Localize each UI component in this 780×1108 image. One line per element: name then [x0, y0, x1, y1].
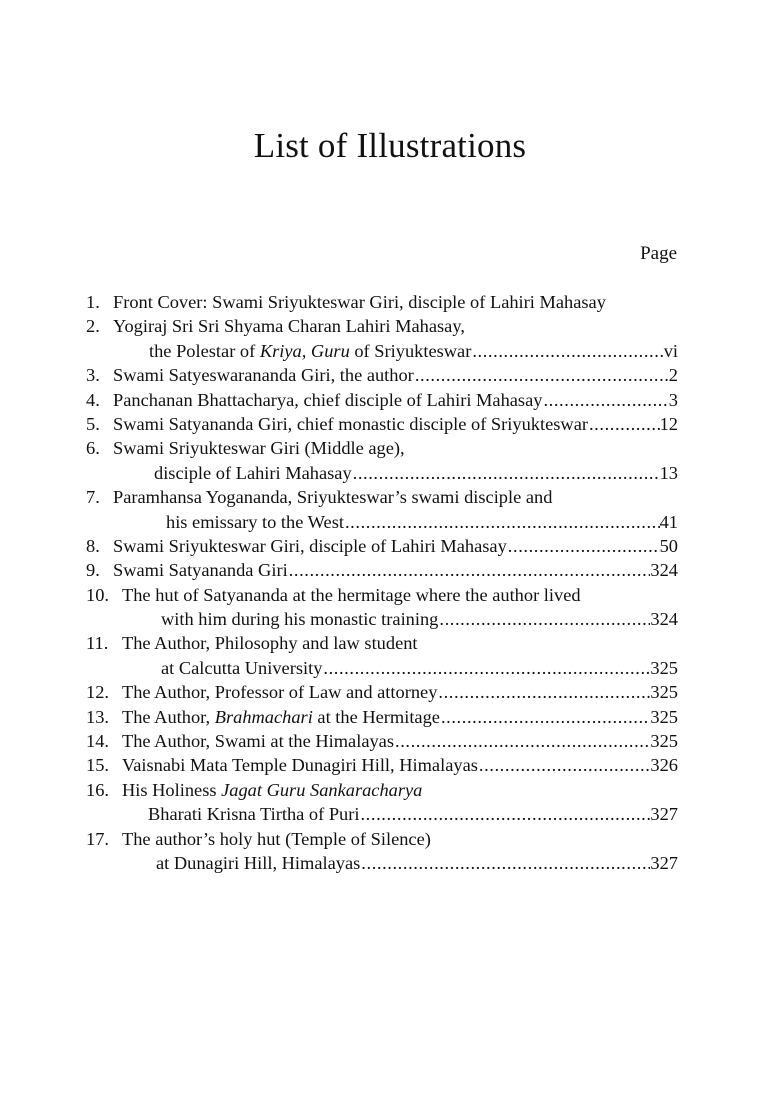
list-item — [86, 534, 678, 558]
item-caption-continued: at Calcutta University — [161, 657, 323, 678]
list-item — [86, 388, 678, 412]
list-item — [86, 631, 678, 680]
page-column-label: Page — [640, 243, 677, 264]
dot-leader — [360, 851, 650, 875]
dot-leader — [507, 534, 660, 558]
item-caption: Panchanan Bhattacharya, chief disciple of Lahiri Mahasay — [113, 389, 543, 410]
dot-leader — [344, 510, 660, 534]
item-number: 17. — [86, 828, 109, 849]
list-item — [86, 314, 678, 363]
list-item — [86, 412, 678, 436]
item-page: 50 — [659, 535, 678, 556]
item-number: 16. — [86, 779, 109, 800]
dot-leader — [438, 607, 650, 631]
list-item — [86, 290, 678, 314]
item-number: 7. — [86, 487, 100, 508]
item-page: 13 — [659, 462, 678, 483]
item-caption: Vaisnabi Mata Temple Dunagiri Hill, Himalayas — [122, 755, 478, 776]
item-number: 3. — [86, 365, 100, 386]
dot-leader — [322, 656, 650, 680]
dot-leader — [352, 461, 660, 485]
item-caption-continued: disciple of Lahiri Mahasay — [154, 462, 352, 483]
item-caption: Swami Satyananda Giri, chief monastic disciple of Sriyukteswar — [113, 413, 588, 434]
item-page: 41 — [659, 511, 678, 532]
item-caption: The Author, Philosophy and law student — [122, 633, 418, 654]
list-item — [86, 827, 678, 876]
item-caption: The Author, Swami at the Himalayas — [122, 731, 394, 752]
dot-leader — [471, 339, 663, 363]
item-caption: Yogiraj Sri Sri Shyama Charan Lahiri Mahasay, — [113, 316, 465, 337]
item-page: 327 — [650, 804, 678, 825]
dot-leader — [478, 753, 651, 777]
item-caption: Swami Sriyukteswar Giri, disciple of Lahiri Mahasay — [113, 535, 507, 556]
item-caption: The author’s holy hut (Temple of Silence) — [122, 828, 431, 849]
item-page: 325 — [650, 682, 678, 703]
item-caption: The Author, Brahmachari at the Hermitage — [122, 706, 440, 727]
item-number: 9. — [86, 560, 100, 581]
item-caption-continued: with him during his monastic training — [161, 609, 439, 630]
list-item — [86, 558, 678, 582]
item-number: 6. — [86, 438, 100, 459]
item-number: 8. — [86, 535, 100, 556]
list-item — [86, 485, 678, 534]
item-caption-continued: his emissary to the West — [166, 511, 344, 532]
item-page: 325 — [650, 657, 678, 678]
list-item — [86, 729, 678, 753]
item-number: 2. — [86, 316, 100, 337]
item-page: 324 — [650, 560, 678, 581]
illustrations-list — [86, 290, 678, 875]
dot-leader — [440, 705, 650, 729]
item-caption: The Author, Professor of Law and attorney — [122, 682, 438, 703]
item-page: 325 — [650, 731, 678, 752]
item-number: 13. — [86, 706, 109, 727]
item-caption: Swami Satyeswarananda Giri, the author — [113, 365, 414, 386]
item-caption: Swami Sriyukteswar Giri (Middle age), — [113, 438, 405, 459]
dot-leader — [588, 412, 660, 436]
dot-leader — [359, 802, 650, 826]
item-page: 325 — [650, 706, 678, 727]
page-title: List of Illustrations — [253, 126, 527, 165]
list-item — [86, 753, 678, 777]
item-page: 2 — [668, 365, 678, 386]
item-page: vi — [663, 340, 678, 361]
item-number: 15. — [86, 755, 109, 776]
item-number: 4. — [86, 389, 100, 410]
list-item — [86, 363, 678, 387]
dot-leader — [394, 729, 650, 753]
item-caption: Front Cover: Swami Sriyukteswar Giri, disciple of Lahiri Mahasay — [113, 292, 606, 312]
dot-leader — [542, 388, 668, 412]
list-item — [86, 705, 678, 729]
item-caption: Paramhansa Yogananda, Sriyukteswar’s swami disciple and — [113, 487, 553, 508]
item-page: 324 — [650, 609, 678, 630]
item-number: 1. — [86, 292, 100, 312]
item-caption: Swami Satyananda Giri — [113, 560, 288, 581]
item-number: 12. — [86, 682, 109, 703]
dot-leader — [288, 558, 651, 582]
list-item — [86, 436, 678, 485]
item-caption: The hut of Satyananda at the hermitage where the author lived — [122, 584, 581, 605]
item-caption-continued: Bharati Krisna Tirtha of Puri — [148, 804, 360, 825]
dot-leader — [437, 680, 650, 704]
item-page: 327 — [650, 852, 678, 873]
item-number: 14. — [86, 731, 109, 752]
item-page: 3 — [668, 389, 678, 410]
item-page: 12 — [659, 413, 678, 434]
list-item — [86, 680, 678, 704]
item-caption-continued: the Polestar of Kriya, Guru of Sriyukteswar — [149, 340, 472, 361]
item-caption-continued: at Dunagiri Hill, Himalayas — [156, 852, 361, 873]
item-number: 5. — [86, 413, 100, 434]
item-number: 11. — [86, 633, 109, 654]
list-item — [86, 778, 678, 827]
dot-leader — [414, 363, 669, 387]
item-page: 326 — [650, 755, 678, 776]
item-caption: His Holiness Jagat Guru Sankaracharya — [122, 779, 423, 800]
list-item — [86, 583, 678, 632]
item-number: 10. — [86, 584, 109, 605]
